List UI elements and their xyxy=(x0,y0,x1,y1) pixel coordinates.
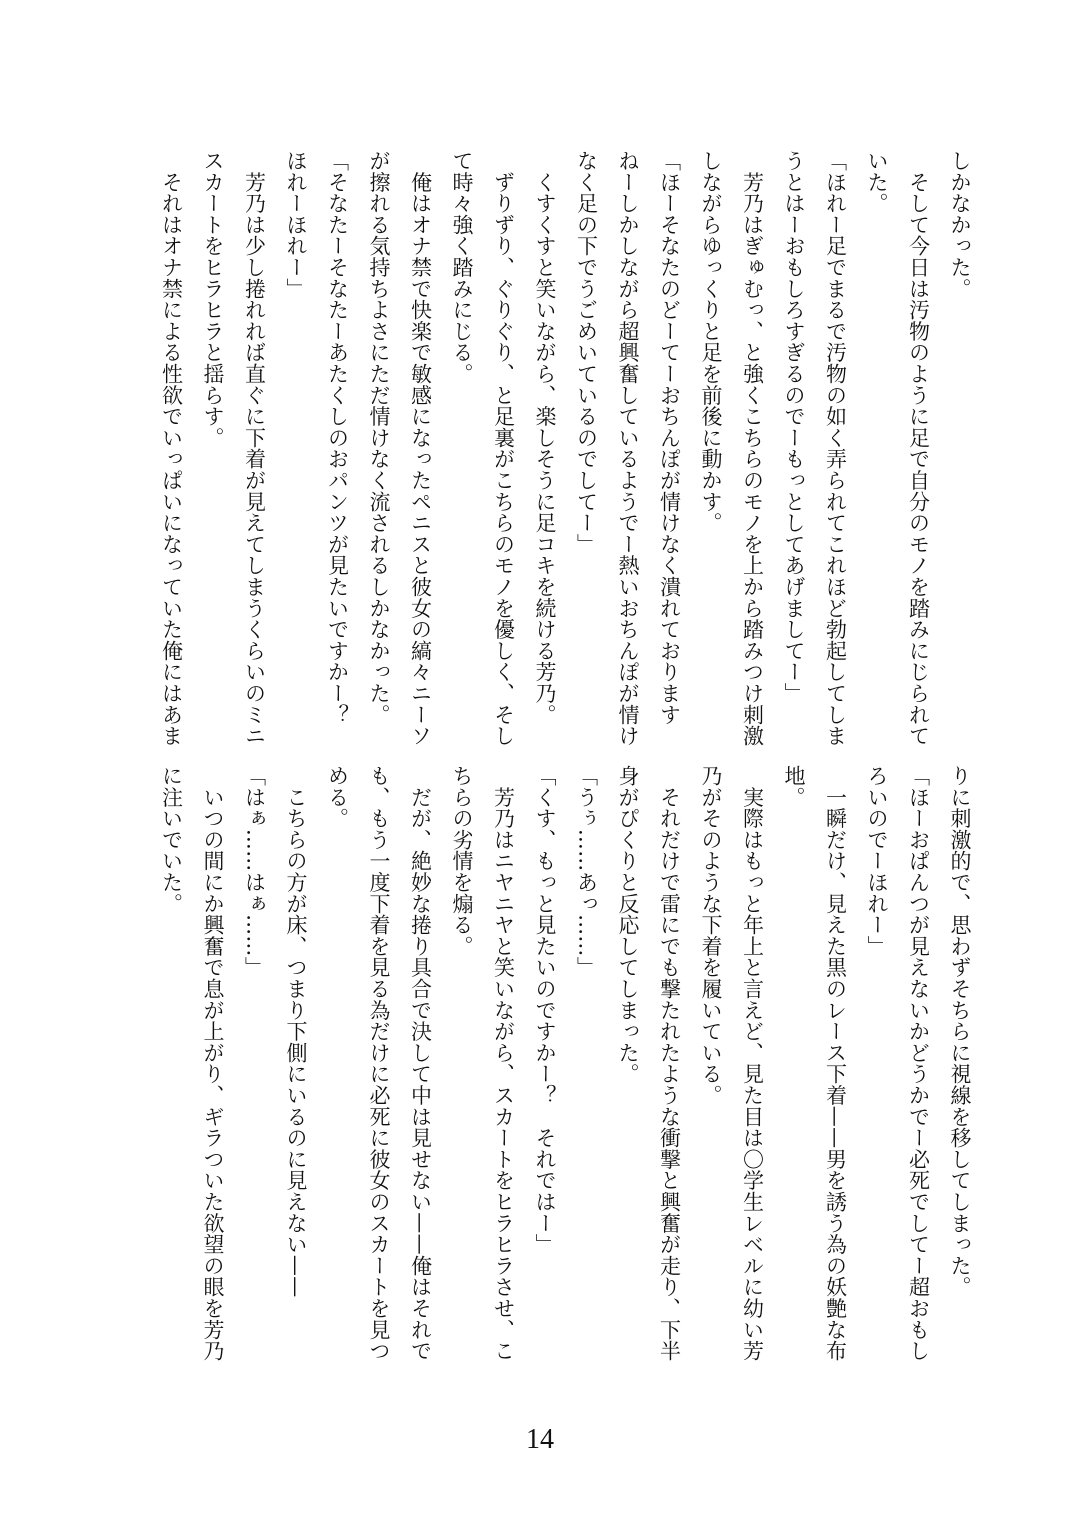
text-column: 実際はもっと年上と言えど、見た目は〇学生レベルに幼い芳 xyxy=(740,765,765,1362)
page-number: 14 xyxy=(526,1424,554,1455)
text-column: 「はぁ……はぁ……」 xyxy=(242,765,267,978)
text-column: 芳乃はぎゅむっ、と強くこちらのモノを上から踏みつけ刺激 xyxy=(740,150,765,747)
text-column: しながらゆっくりと足を前後に動かす。 xyxy=(699,150,723,534)
text-column: そして今日は汚物のように足で自分のモノを踏みにじられて xyxy=(906,150,931,747)
lower-text-block xyxy=(150,765,980,1365)
text-column: りに刺激的で、思わずそちらに視線を移してしまった。 xyxy=(948,765,972,1298)
text-column: 芳乃はニヤニヤと笑いながら、スカートをヒラヒラさせ、こ xyxy=(491,765,516,1362)
text-column: 「ほれー足でまるで汚物の如く弄られてこれほど勃起してしま xyxy=(823,150,848,747)
text-column: ろいのでーほれー」 xyxy=(865,765,889,957)
text-column: 「うぅ……あっ……」 xyxy=(574,765,599,978)
text-column: 芳乃は少し捲れれば直ぐに下着が見えてしまうくらいのミニ xyxy=(242,150,267,747)
text-column: うとはーおもしろすぎるのでーもっとしてあげましてー」 xyxy=(782,150,806,704)
text-column: ほれーほれー」 xyxy=(284,150,308,300)
text-column: ちらの劣情を煽る。 xyxy=(450,765,474,957)
text-column: に注いでいた。 xyxy=(159,765,184,915)
text-column: て時々強く踏みにじる。 xyxy=(450,150,474,385)
text-column: 身がぴくりと反応してしまった。 xyxy=(616,765,640,1085)
text-column: ねーしかしながら超興奮しているようでー熱いおちんぽが情け xyxy=(616,150,640,747)
text-column: だが、絶妙な捲り具合で決して中は見せない——俺はそれで xyxy=(408,765,433,1362)
text-column: 「くす、もっと見たいのですかー？ それではー」 xyxy=(533,765,557,1255)
text-column: こちらの方が床、つまり下側にいるのに見えない—— xyxy=(284,765,308,1298)
text-column: 一瞬だけ、見えた黒のレース下着——男を誘う為の妖艶な布 xyxy=(823,765,848,1362)
text-column: ずりずり、ぐりぐり、と足裏がこちらのモノを優しく、そし xyxy=(491,150,516,747)
text-column: 地。 xyxy=(782,765,806,808)
upper-text-block xyxy=(150,150,980,750)
text-column: それはオナ禁による性欲でいっぱいになっていた俺にはあま xyxy=(159,150,184,747)
text-column: しかなかった。 xyxy=(948,150,972,300)
text-column: 乃がそのような下着を履いている。 xyxy=(699,765,723,1106)
text-column: が擦れる気持ちよさにただ情けなく流されるしかなかった。 xyxy=(367,150,391,726)
text-column: それだけで雷にでも撃たれたような衝撃と興奮が走り、下半 xyxy=(657,765,682,1362)
text-column: 「ほーおぱんつが見えないかどうかでー必死でしてー超おもし xyxy=(906,765,931,1362)
text-column: 「ほーそなたのどーてーおちんぽが情けなく潰れております xyxy=(657,150,682,726)
text-column: も、もう一度下着を見る為だけに必死に彼女のスカートを見つ xyxy=(367,765,391,1362)
text-column: 俺はオナ禁で快楽で敏感になったペニスと彼女の縞々ニーソ xyxy=(408,150,433,747)
text-column: いつの間にか興奮で息が上がり、ギラついた欲望の眼を芳乃 xyxy=(201,765,225,1362)
text-column: いた。 xyxy=(865,150,889,214)
text-column: なく足の下でうごめいているのでしてー」 xyxy=(574,150,599,555)
text-column: くすくすと笑いながら、楽しそうに足コキを続ける芳乃。 xyxy=(533,150,557,726)
text-column: スカートをヒラヒラと揺らす。 xyxy=(201,150,225,449)
text-column: 「そなたーそなたーあたくしのおパンツが見たいですかー？ xyxy=(325,150,350,726)
text-column: める。 xyxy=(325,765,350,829)
